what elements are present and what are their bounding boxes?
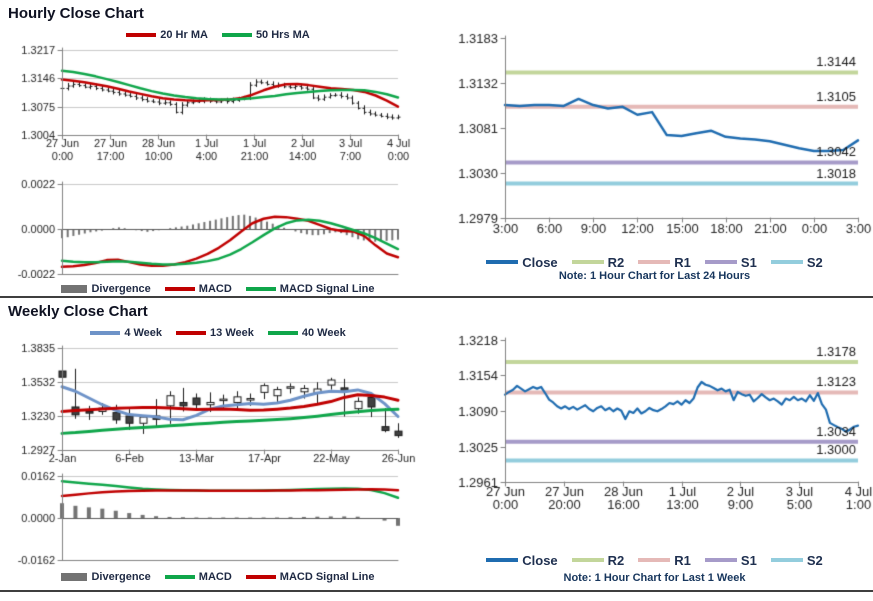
legend-label: Close xyxy=(522,552,558,568)
weekly-ma-legend xyxy=(0,326,436,340)
legend-label: R2 xyxy=(607,254,625,270)
legend-label: S2 xyxy=(806,552,823,568)
legend-swatch xyxy=(638,558,670,562)
weekly-right-column xyxy=(436,298,873,586)
legend-item-macd-signal-line xyxy=(246,283,375,295)
weekly-price-chart xyxy=(0,342,436,470)
legend-swatch xyxy=(126,33,156,37)
legend-swatch xyxy=(572,558,604,562)
legend-swatch xyxy=(705,260,737,264)
legend-item-s2 xyxy=(771,553,823,568)
hourly-title: Hourly Close Chart xyxy=(8,5,144,22)
legend-item-macd xyxy=(165,571,232,583)
legend-swatch xyxy=(486,260,518,264)
hourly-pivot-chart xyxy=(436,0,873,250)
legend-label: S1 xyxy=(740,552,757,568)
legend-swatch xyxy=(61,573,87,581)
weekly-macd-chart xyxy=(0,470,436,566)
legend-item-r2 xyxy=(572,255,625,270)
weekly-note: Note: 1 Hour Chart for Last 1 Week xyxy=(563,572,746,584)
hourly-pivot-legend xyxy=(436,254,873,270)
weekly-section xyxy=(0,298,873,586)
legend-item-r2 xyxy=(572,553,625,568)
legend-label: 50 Hrs MA xyxy=(255,29,310,41)
bottom-border xyxy=(0,590,873,592)
legend-item-close xyxy=(486,553,557,568)
legend-item-s1 xyxy=(705,553,757,568)
legend-item-r1 xyxy=(638,255,691,270)
legend-swatch xyxy=(705,558,737,562)
weekly-pivot-legend xyxy=(436,552,873,568)
legend-item-40-week xyxy=(268,327,346,339)
legend-item-r1 xyxy=(638,553,691,568)
legend-label: 13 Week xyxy=(210,327,254,339)
legend-item-macd-signal-line xyxy=(246,571,375,583)
legend-label: R1 xyxy=(674,552,691,568)
legend-label: MACD xyxy=(198,571,232,583)
hourly-left-column xyxy=(0,0,436,296)
legend-label: MACD Signal Line xyxy=(279,571,375,583)
legend-label: Close xyxy=(522,254,558,270)
legend-item-close xyxy=(486,255,557,270)
legend-swatch xyxy=(222,33,252,37)
legend-item-50-hrs-ma xyxy=(222,29,310,41)
legend-label: S2 xyxy=(806,254,823,270)
legend-item-s1 xyxy=(705,255,757,270)
legend-label: MACD Signal Line xyxy=(279,283,375,295)
legend-item-macd xyxy=(165,283,232,295)
legend-label: R1 xyxy=(674,254,691,270)
legend-swatch xyxy=(246,575,276,579)
legend-label: MACD xyxy=(198,283,232,295)
legend-label: Divergence xyxy=(91,571,151,583)
legend-swatch xyxy=(638,260,670,264)
legend-swatch xyxy=(165,287,195,291)
legend-label: S1 xyxy=(740,254,757,270)
legend-item-s2 xyxy=(771,255,823,270)
legend-item-divergence xyxy=(61,283,150,295)
legend-swatch xyxy=(572,260,604,264)
legend-swatch xyxy=(268,331,298,335)
legend-swatch xyxy=(486,558,518,562)
legend-label: 40 Week xyxy=(301,327,346,339)
legend-item-20-hr-ma xyxy=(126,29,208,41)
legend-label: R2 xyxy=(607,552,625,568)
weekly-left-column xyxy=(0,298,436,586)
legend-swatch xyxy=(165,575,195,579)
legend-swatch xyxy=(176,331,206,335)
weekly-pivot-chart xyxy=(436,298,873,522)
legend-swatch xyxy=(61,285,87,293)
hourly-price-chart xyxy=(0,44,436,178)
hourly-note: Note: 1 Hour Chart for Last 24 Hours xyxy=(558,270,751,282)
hourly-macd-legend xyxy=(0,282,436,296)
legend-item-13-week xyxy=(176,327,254,339)
legend-swatch xyxy=(90,331,120,335)
hourly-right-column xyxy=(436,0,873,296)
legend-item-divergence xyxy=(61,571,150,583)
hourly-section xyxy=(0,0,873,296)
legend-swatch xyxy=(771,260,803,264)
legend-swatch xyxy=(246,287,276,291)
legend-swatch xyxy=(771,558,803,562)
weekly-title: Weekly Close Chart xyxy=(8,303,148,320)
hourly-macd-chart xyxy=(0,178,436,278)
legend-label: 20 Hr MA xyxy=(160,29,208,41)
legend-label: Divergence xyxy=(91,283,151,295)
weekly-macd-legend xyxy=(0,570,436,584)
hourly-ma-legend xyxy=(0,28,436,42)
legend-label: 4 Week xyxy=(124,327,163,339)
legend-item-4-week xyxy=(90,327,162,339)
